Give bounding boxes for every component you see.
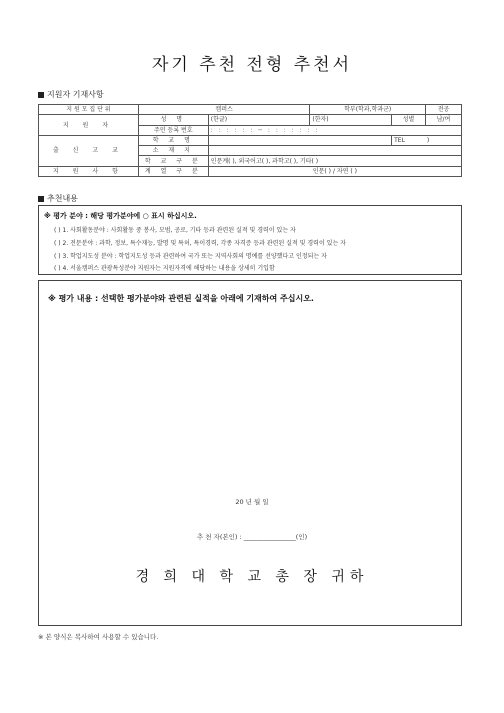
- eval-option-3[interactable]: ( ) 3. 학업지도성 분야 : 학업지도성 등과 관련하여 국가 또는 지역사회의 명예를 선양했다고 인정되는 자: [54, 253, 327, 260]
- date-line: 20 년 월 일: [235, 498, 269, 506]
- field-label: 성별: [392, 115, 426, 125]
- eval-area-heading: ※ 평가 분야 : 해당 평가분야에 ○ 표시 하십시오.: [44, 212, 197, 220]
- table-row: [39, 115, 462, 125]
- eval-option-2[interactable]: ( ) 2. 전문분야 : 과학, 정보, 특수재능, 발명 및 특허, 특이경력, 각종 자격증 등과 관련된 실적 및 경력이 있는 자: [54, 240, 346, 247]
- tel-label: TEL: [394, 137, 405, 145]
- recommender-signature[interactable]: 추 천 자(본인) : ________________(인): [196, 533, 308, 541]
- dept-field[interactable]: [310, 105, 426, 115]
- square-bullet-icon: [38, 196, 44, 202]
- name-korean-field[interactable]: (한글): [208, 115, 310, 125]
- eval-option-4[interactable]: ( ) 4. 서울캠퍼스 관광특성분야 지원자는 지원자격에 해당하는 내용을 상세히 기입함: [54, 265, 275, 272]
- section-header-applicant: [38, 89, 104, 100]
- table-row: [39, 135, 462, 145]
- section-header-recommendation: [38, 193, 78, 204]
- location-field[interactable]: [208, 146, 461, 156]
- section-title: 지원자 기재사항: [47, 90, 104, 99]
- major-label: 전공: [437, 106, 450, 114]
- document-title: 자기 추천 전형 추천서: [151, 55, 352, 75]
- rrn-field[interactable]: : : : : : : ─ : : : : : : :: [208, 125, 461, 135]
- field-label: 학 교 구 분: [138, 156, 208, 166]
- table-row: [39, 105, 462, 115]
- track-field[interactable]: 인문( ) / 자연 ( ): [208, 166, 461, 176]
- campus-field[interactable]: [138, 105, 310, 115]
- school-type-field[interactable]: 인문계( ), 외국어고( ), 과학고( ), 기타( ): [208, 156, 461, 166]
- field-label: 계 열 구 분: [138, 166, 208, 176]
- name-hanja-field[interactable]: (한자): [310, 115, 392, 125]
- gender-field[interactable]: 남/여: [426, 115, 462, 125]
- field-label: 지 원 사 항: [39, 166, 139, 176]
- addressee-president: 경 희 대 학 교 총 장 귀하: [135, 569, 369, 585]
- field-label: 성 명: [138, 115, 208, 125]
- field-label: 소 재 지: [138, 146, 208, 156]
- tel-field[interactable]: TEL ): [392, 135, 462, 145]
- field-label: 학 교 명: [138, 135, 208, 145]
- major-field[interactable]: [426, 105, 462, 115]
- table-row: [39, 166, 462, 176]
- eval-content-heading: ※ 평가 내용 : 선택한 평가분야와 관련된 실적을 아래에 기재하여 주십시오.: [48, 294, 314, 303]
- eval-option-1[interactable]: ( ) 1. 사회활동분야 : 사회활동 중 봉사, 모범, 공로, 기타 등과 관련된 실적 및 경력이 있는 자: [54, 227, 296, 234]
- square-bullet-icon: [38, 92, 44, 98]
- field-label: 지 원 모 집 단 위: [39, 105, 139, 115]
- school-name-field[interactable]: [208, 135, 391, 145]
- applicant-info-table: [38, 104, 462, 177]
- field-label: 주민 등록 번호: [138, 125, 208, 135]
- field-label: 지 원 자: [39, 115, 139, 136]
- section-title: 추천내용: [47, 194, 78, 203]
- dept-label: 학부(학과,학과군): [344, 106, 392, 114]
- campus-label: 캠퍼스: [215, 106, 233, 114]
- footnote: ※ 본 양식은 복사하여 사용할 수 있습니다.: [38, 633, 159, 641]
- field-label: 출 신 고 교: [39, 135, 139, 166]
